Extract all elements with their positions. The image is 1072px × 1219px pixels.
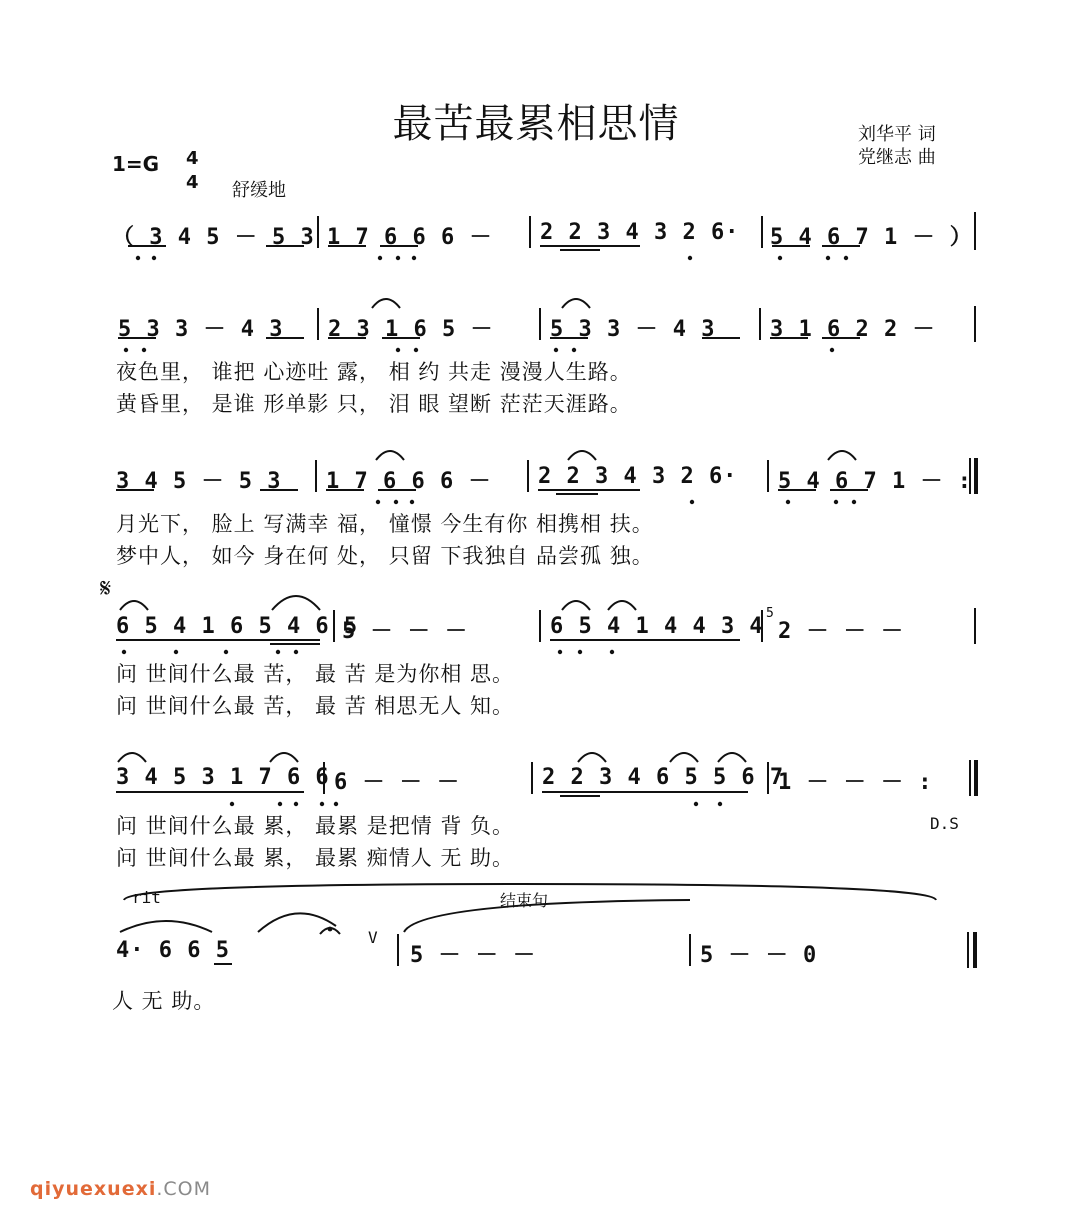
notes-r2-m4: 3 1 6 2 2 －: [770, 317, 936, 342]
notes-r6-m1: 4· 6 6 5: [116, 938, 230, 963]
lyricist-credit: 刘华平 词: [858, 124, 936, 145]
notes-r1-m4: 5 4 6 7 1 － ）: [770, 225, 973, 250]
dal-segno-mark: D.S: [930, 814, 959, 833]
notes-r2-m3: 5 3 3 － 4 3: [550, 317, 716, 342]
time-signature-bottom: 4: [186, 172, 199, 193]
breath-mark: V: [368, 928, 378, 947]
ritardando-mark: rit: [132, 888, 161, 907]
notes-r5-m3: 2 2 3 4 6 5 5 6 7: [542, 765, 785, 790]
notes-r6-m3: 5 － － 0: [700, 943, 818, 968]
lyrics-r2-v1: 夜色里， 谁把 心迹吐 露， 相 约 共走 漫漫人生路。: [116, 360, 632, 384]
lyrics-r3-v1: 月光下， 脸上 写满幸 福， 憧憬 今生有你 相携相 扶。: [116, 512, 654, 536]
notes-r2-m1: 5 3 3 － 4 3: [118, 317, 284, 342]
ending-label: 结束句: [500, 891, 549, 910]
notes-r5-m1: 3 4 5 3 1 7 6 6: [116, 765, 330, 790]
key-signature: 1=G: [112, 152, 160, 176]
volta-number: 5: [766, 606, 774, 621]
time-signature-top: 4: [186, 148, 199, 169]
lyrics-r4-v1: 问 世间什么最 苦， 最 苦 是为你相 思。: [116, 662, 515, 686]
notes-r2-m2: 2 3 1 6 5 －: [328, 317, 494, 342]
notes-r4-m4: 2 － － －: [778, 619, 904, 644]
lyrics-r4-v2: 问 世间什么最 苦， 最 苦 相思无人 知。: [116, 694, 515, 718]
notes-r1-m3: 2 2 3 4 3 2 6·: [540, 220, 740, 245]
notes-r5-m2: 6 － － －: [334, 770, 460, 795]
notes-r6-m2: 5 － － －: [410, 943, 536, 968]
notes-r4-m3: 6 5 4 1 4 4 3 4: [550, 614, 764, 639]
lyrics-r3-v2: 梦中人， 如今 身在何 处， 只留 下我独自 品尝孤 独。: [116, 544, 654, 568]
notes-r5-m4: 1 － － － :: [778, 770, 933, 795]
notes-r1-m1: （ 3 4 5 － 5 3: [112, 225, 315, 250]
lyrics-r6-v1: 人 无 助。: [112, 989, 216, 1013]
notes-r3-m4: 5 4 6 7 1 － :: [778, 469, 972, 494]
lyrics-r5-v2: 问 世间什么最 累， 最累 痴情人 无 助。: [116, 846, 515, 870]
segno-sign: 𝄋: [100, 574, 112, 604]
notes-r3-m2: 1 7 6 6 6 －: [326, 469, 492, 494]
lyrics-r2-v2: 黄昏里， 是谁 形单影 只， 泪 眼 望断 茫茫天涯路。: [116, 392, 632, 416]
notes-r4-m2: 5 － － －: [342, 619, 468, 644]
composer-credit: 党继志 曲: [858, 147, 936, 168]
notes-r3-m3: 2 2 3 4 3 2 6·: [538, 464, 738, 489]
notes-r3-m1: 3 4 5 － 5 3: [116, 469, 282, 494]
tempo-marking: 舒缓地: [232, 180, 286, 201]
score-title: 最苦最累相思情: [392, 101, 680, 147]
watermark-brand: qiyuexuexi: [30, 1178, 157, 1200]
lyrics-r5-v1: 问 世间什么最 累， 最累 是把情 背 负。: [116, 814, 515, 838]
notes-r4-m1: 6 5 4 1 6 5 4 6 5: [116, 614, 359, 639]
notes-r1-m2: 1 7 6 6 6 －: [327, 225, 493, 250]
watermark-suffix: .COM: [156, 1178, 212, 1200]
